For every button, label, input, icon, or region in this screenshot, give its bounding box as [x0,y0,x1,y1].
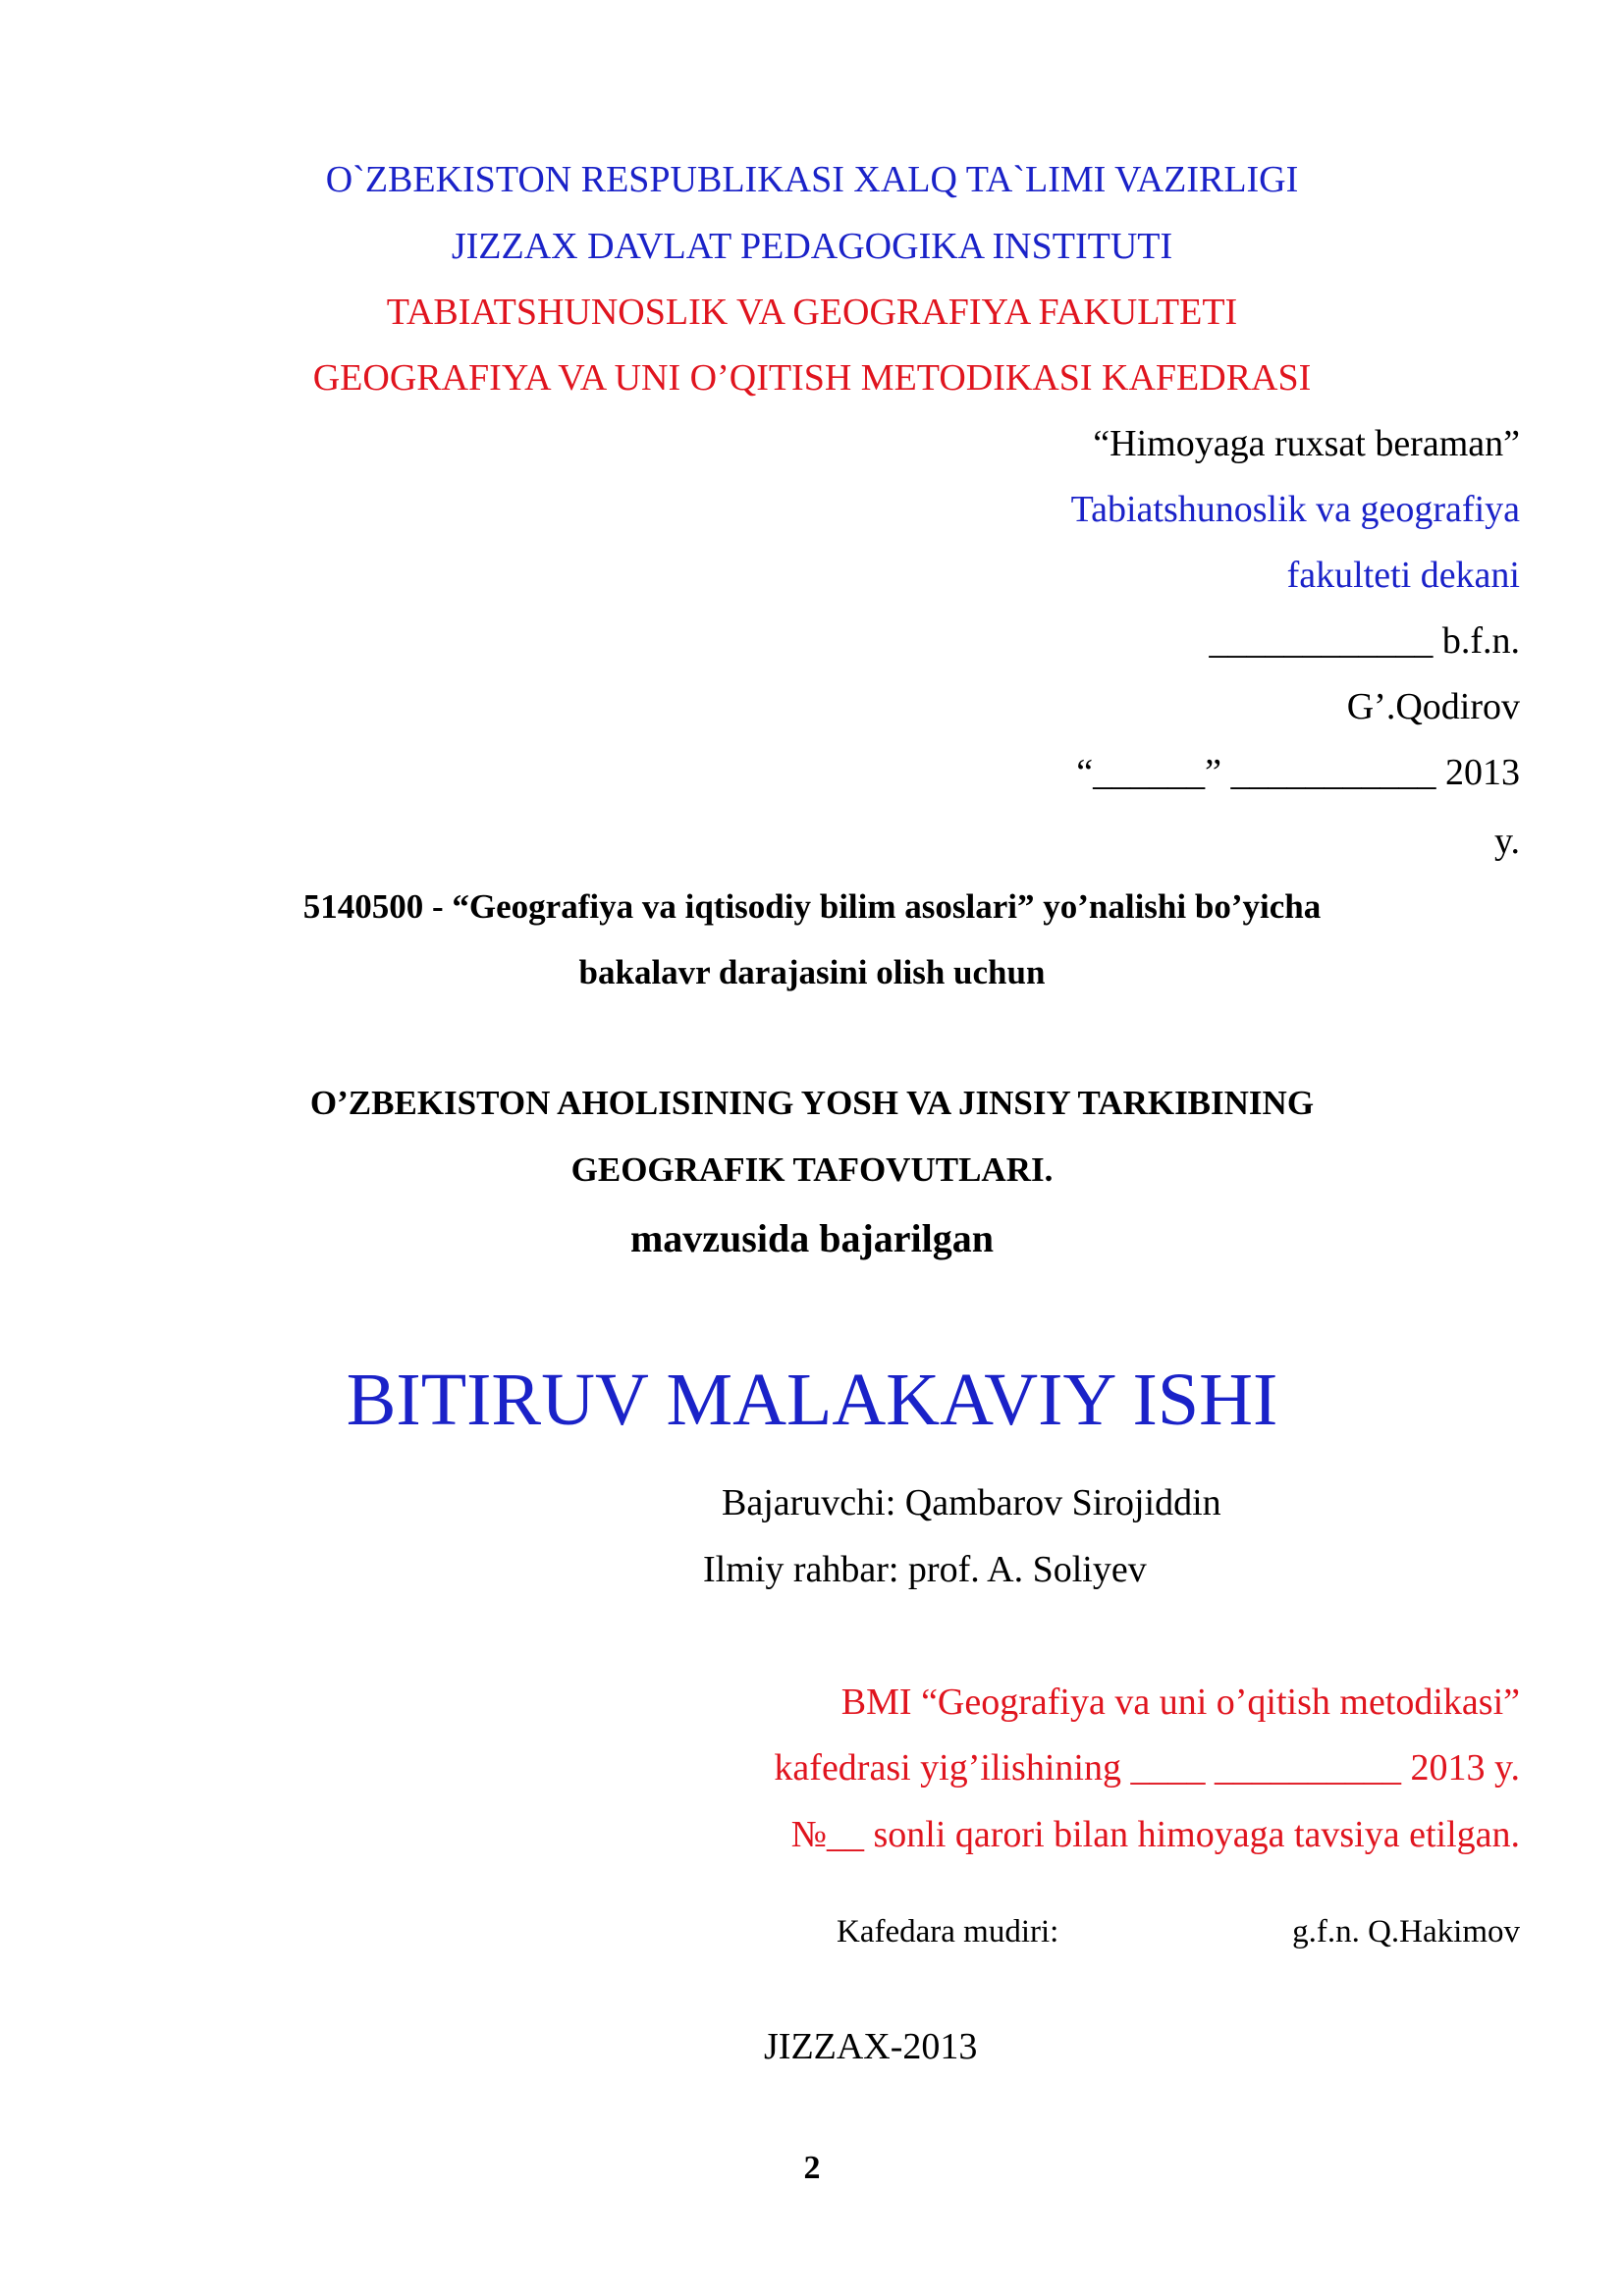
head-of-department-name: g.f.n. Q.Hakimov [1292,1914,1520,1949]
supervisor-line: Ilmiy rahbar: prof. A. Soliyev [703,1549,1147,1590]
approval-dean-title-line1: Tabiatshunoslik va geografiya [1070,489,1520,530]
topic-line2: GEOGRAFIK TAFOVUTLARI. [570,1150,1054,1189]
head-of-department-label: Kafedara mudiri: [837,1914,1059,1949]
approval-date-line: “______” ___________ 2013 [1076,752,1520,793]
approval-permission: “Himoyaga ruxsat beraman” [1093,423,1520,464]
approval-year-suffix: y. [1493,821,1520,862]
specialty-line1: 5140500 - “Geografiya va iqtisodiy bilim asoslari” yo’nalishi bo’yicha [302,887,1322,926]
department-heading: GEOGRAFIYA VA UNI O’QITISH METODIKASI KAFEDRASI [312,357,1312,399]
recommendation-line2: kafedrasi yig’ilishining ____ __________ 2013 y. [774,1747,1520,1789]
approval-dean-name: G’.Qodirov [1346,686,1520,727]
institute-heading: JIZZAX DAVLAT PEDAGOGIKA INSTITUTI [451,226,1173,267]
topic-line3: mavzusida bajarilgan [629,1216,995,1260]
topic-line1: O’ZBEKISTON AHOLISINING YOSH VA JINSIY TARKIBINING [309,1084,1315,1122]
approval-signature-line: ____________ b.f.n. [1209,620,1520,662]
faculty-heading: TABIATSHUNOSLIK VA GEOGRAFIYA FAKULTETI [386,292,1238,333]
ministry-heading: O`ZBEKISTON RESPUBLIKASI XALQ TA`LIMI VAZIRLIGI [325,159,1299,200]
page-number: 2 [803,2150,821,2186]
performer-line: Bajaruvchi: Qambarov Sirojiddin [722,1482,1221,1523]
specialty-line2: bakalavr darajasini olish uchun [578,953,1046,991]
place-year: JIZZAX-2013 [764,2026,978,2067]
recommendation-line1: BMI “Geografiya va uni o’qitish metodikasi” [840,1682,1520,1723]
document-title: BITIRUV MALAKAVIY ISHI [346,1359,1278,1441]
recommendation-line3: №__ sonli qarori bilan himoyaga tavsiya etilgan. [790,1814,1520,1855]
approval-dean-title-line2: fakulteti dekani [1286,555,1520,596]
